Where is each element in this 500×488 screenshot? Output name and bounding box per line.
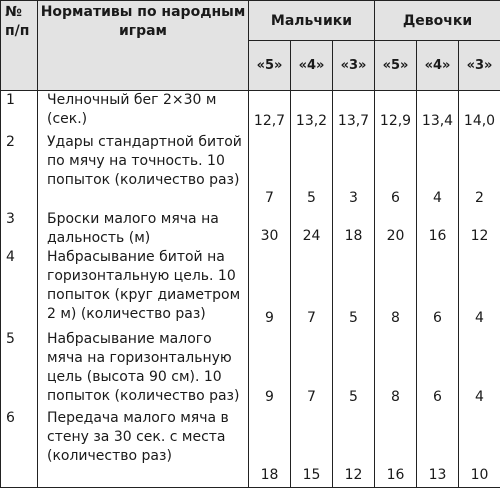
row-number: 1 (1, 91, 38, 133)
boys-grade-3: 18 (333, 210, 375, 248)
girls-grade-5: 20 (375, 210, 417, 248)
boys-grade-5: 7 (249, 133, 291, 210)
boys-grade-3: 5 (333, 330, 375, 409)
girls-grade-5: 12,9 (375, 91, 417, 133)
boys-grade-5: 30 (249, 210, 291, 248)
table-row (1, 330, 500, 409)
header-grade-3: «3» (459, 41, 500, 91)
header-grade-5: «5» (249, 41, 291, 91)
girls-grade-3: 14,0 (459, 91, 500, 133)
boys-grade-5: 12,7 (249, 91, 291, 133)
row-number: 4 (1, 248, 38, 330)
girls-grade-3: 12 (459, 210, 500, 248)
girls-grade-5: 8 (375, 248, 417, 330)
header-girls: Девочки (375, 1, 500, 41)
row-number: 6 (1, 409, 38, 488)
header-grade-5: «5» (375, 41, 417, 91)
girls-grade-4: 13 (417, 409, 459, 488)
girls-grade-3: 4 (459, 330, 500, 409)
row-text: Броски малого мяча на дальность (м) (38, 210, 249, 248)
header-number: № п/п (1, 1, 38, 91)
header-boys: Мальчики (249, 1, 375, 41)
row-number: 2 (1, 133, 38, 210)
boys-grade-4: 7 (291, 330, 333, 409)
girls-grade-4: 13,4 (417, 91, 459, 133)
girls-grade-4: 16 (417, 210, 459, 248)
row-text: Челночный бег 2×30 м (сек.) (38, 91, 249, 133)
girls-grade-4: 4 (417, 133, 459, 210)
girls-grade-5: 8 (375, 330, 417, 409)
boys-grade-5: 9 (249, 248, 291, 330)
boys-grade-3: 12 (333, 409, 375, 488)
row-number: 5 (1, 330, 38, 409)
boys-grade-4: 24 (291, 210, 333, 248)
boys-grade-4: 5 (291, 133, 333, 210)
row-text: Набрасывание битой на горизонтальную цель. 10 попыток (круг диаметром 2 м) (количество раз) (38, 248, 249, 330)
table-row (1, 409, 500, 488)
boys-grade-5: 9 (249, 330, 291, 409)
header-norms: Нормативы по народным играм (38, 1, 249, 91)
boys-grade-3: 13,7 (333, 91, 375, 133)
girls-grade-5: 6 (375, 133, 417, 210)
boys-grade-3: 5 (333, 248, 375, 330)
row-text: Передача малого мяча в стену за 30 сек. с места (количество раз) (38, 409, 249, 488)
boys-grade-4: 15 (291, 409, 333, 488)
table-row (1, 210, 500, 248)
table-row (1, 91, 500, 133)
boys-grade-4: 13,2 (291, 91, 333, 133)
boys-grade-5: 18 (249, 409, 291, 488)
header-grade-4: «4» (417, 41, 459, 91)
row-text: Удары стандартной битой по мячу на точность. 10 попыток (количество раз) (38, 133, 249, 210)
boys-grade-3: 3 (333, 133, 375, 210)
girls-grade-5: 16 (375, 409, 417, 488)
table-row (1, 248, 500, 330)
table-row (1, 133, 500, 210)
girls-grade-4: 6 (417, 248, 459, 330)
row-text: Набрасывание малого мяча на горизонтальную цель (высота 90 см). 10 попыток (количество раз) (38, 330, 249, 409)
boys-grade-4: 7 (291, 248, 333, 330)
header-grade-4: «4» (291, 41, 333, 91)
row-number: 3 (1, 210, 38, 248)
girls-grade-4: 6 (417, 330, 459, 409)
header-grade-3: «3» (333, 41, 375, 91)
girls-grade-3: 4 (459, 248, 500, 330)
girls-grade-3: 10 (459, 409, 500, 488)
girls-grade-3: 2 (459, 133, 500, 210)
